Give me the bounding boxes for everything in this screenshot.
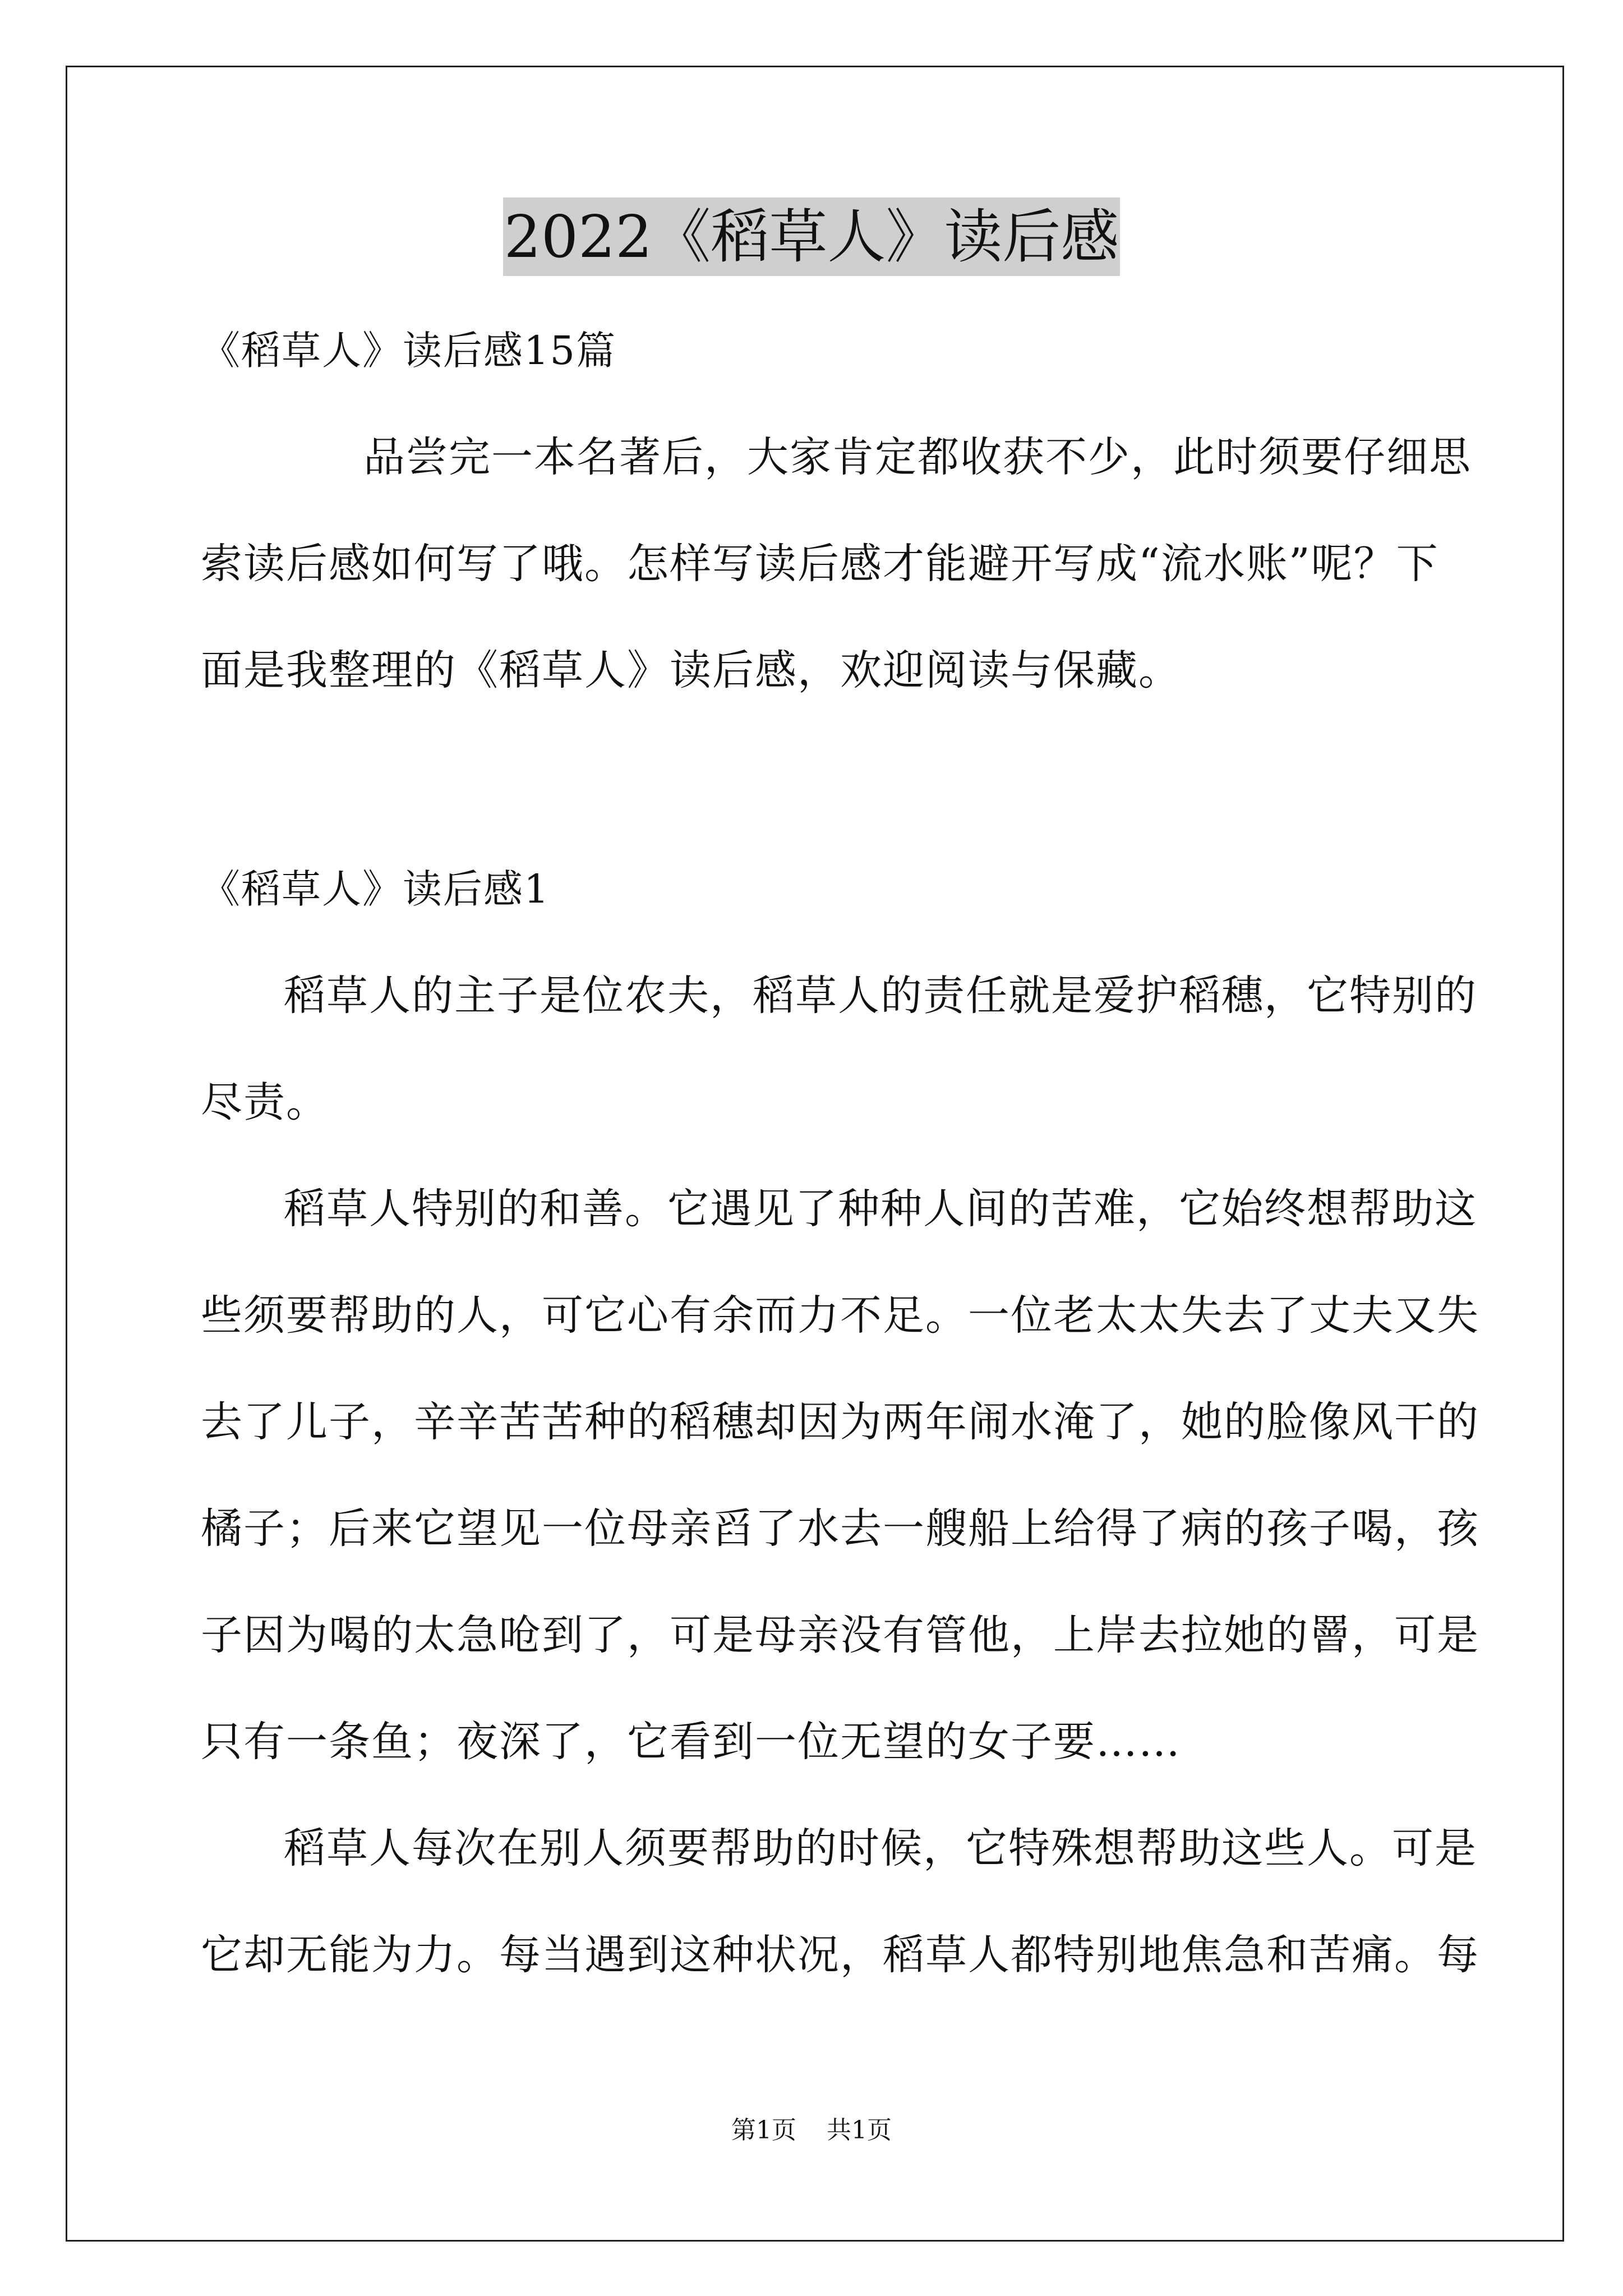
intro-line: 品尝完一本名著后，大家肯定都收获不少，此时须要仔细思 — [363, 433, 1472, 481]
paragraph-1 — [201, 942, 1477, 1156]
paragraph-line: 稻草人每次在别人须要帮助的时候，它特殊想帮助这些人。可是 — [284, 1824, 1477, 1872]
page-footer — [0, 2114, 1623, 2147]
paragraph-line: 只有一条鱼；夜深了，它看到一位无望的女子要…… — [201, 1718, 1181, 1766]
spacer — [201, 724, 1435, 836]
paragraph-line: 尽责。 — [201, 1078, 329, 1126]
title-container — [0, 197, 1623, 276]
paragraph-line: 橘子；后来它望见一位母亲舀了水去一艘船上给得了病的孩子喝，孩 — [201, 1504, 1479, 1553]
intro-line: 索读后感如何写了哦。怎样写读后感才能避开写成“流水账”呢？下 — [201, 540, 1439, 588]
paragraph-line: 稻草人特别的和善。它遇见了种种人间的苦难，它始终想帮助这 — [284, 1185, 1477, 1233]
paragraph-line: 去了儿子，辛辛苦苦种的稻穗却因为两年闹水淹了，她的脸像风干的 — [201, 1398, 1479, 1446]
paragraph-2 — [201, 1156, 1479, 1795]
document-title: 2022《稻草人》读后感 — [503, 197, 1121, 276]
section-heading: 《稻草人》读后感1 — [201, 866, 550, 912]
paragraph-line: 子因为喝的太急呛到了，可是母亲没有管他，上岸去拉她的罾，可是 — [201, 1611, 1479, 1659]
page-number: 第1页 — [731, 2116, 796, 2145]
document-subheading: 《稻草人》读后感15篇 — [201, 328, 617, 374]
document-body — [201, 297, 1479, 2008]
paragraph-3 — [201, 1795, 1479, 2008]
paragraph-line: 它却无能为力。每当遇到这种状况，稻草人都特别地焦急和苦痛。每 — [201, 1931, 1479, 1979]
page-total: 共1页 — [827, 2116, 892, 2145]
paragraph-line: 稻草人的主子是位农夫，稻草人的责任就是爱护稻穗，它特别的 — [284, 972, 1477, 1020]
intro-paragraph — [201, 404, 1472, 724]
intro-line: 面是我整理的《稻草人》读后感，欢迎阅读与保藏。 — [201, 646, 1181, 694]
paragraph-line: 些须要帮助的人，可它心有余而力不足。一位老太太失去了丈夫又失 — [201, 1291, 1479, 1340]
